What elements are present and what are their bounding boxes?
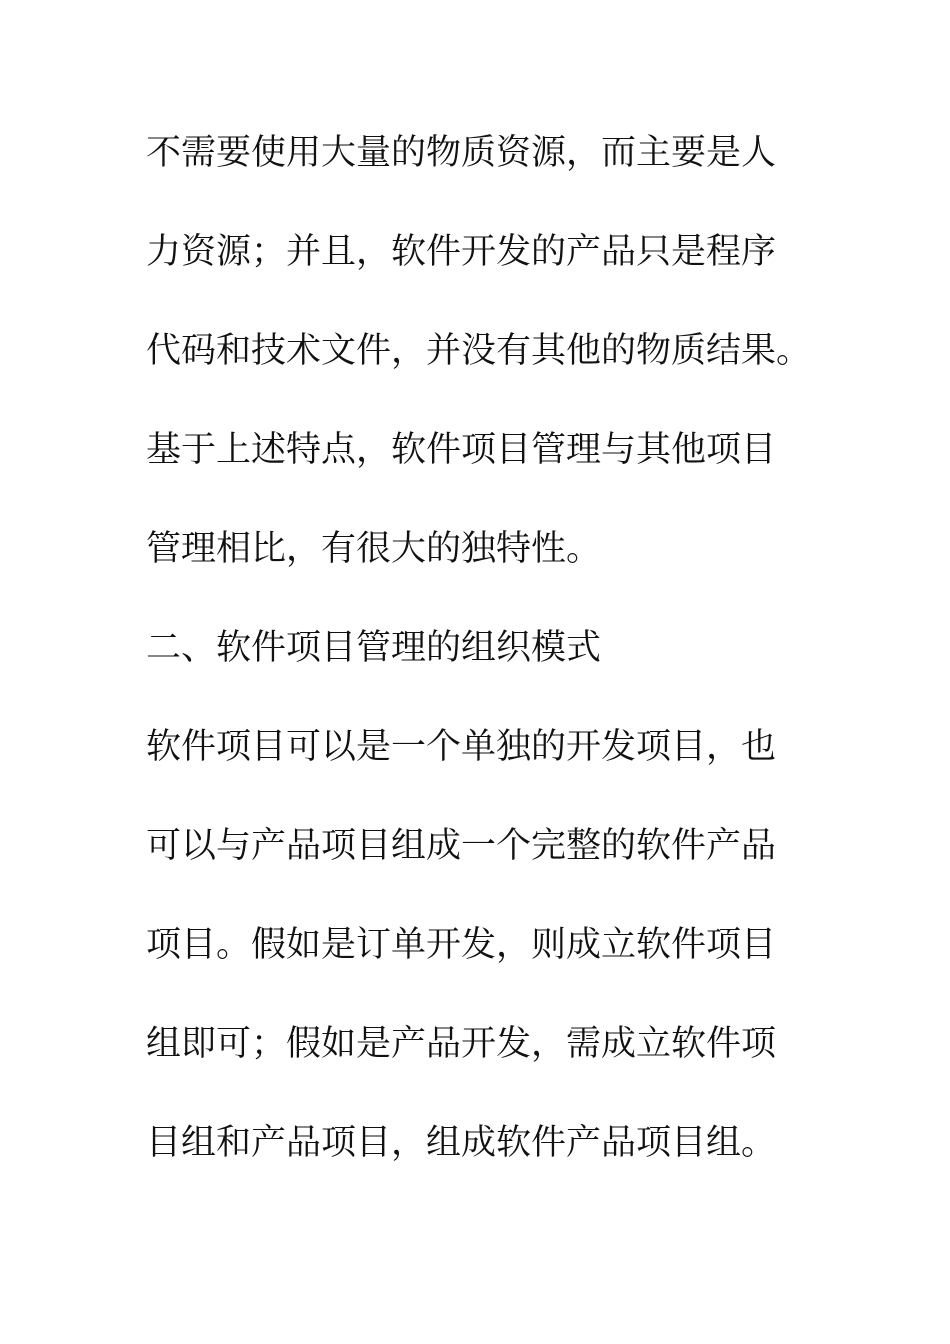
paragraph-line: 管理相比，有很大的独特性。 <box>146 529 602 569</box>
paragraph-line: 不需要使用大量的物质资源，而主要是人 <box>146 133 777 173</box>
paragraph-line: 项目。假如是订单开发，则成立软件项目 <box>146 925 777 965</box>
paragraph-line: 代码和技术文件，并没有其他的物质结果。 <box>146 331 812 371</box>
paragraph-line: 可以与产品项目组成一个完整的软件产品 <box>146 826 777 866</box>
paragraph-line: 目组和产品项目，组成软件产品项目组。 <box>146 1123 777 1163</box>
paragraph-line: 基于上述特点，软件项目管理与其他项目 <box>146 430 777 470</box>
paragraph-line: 力资源；并且，软件开发的产品只是程序 <box>146 232 777 272</box>
paragraph-line: 组即可；假如是产品开发，需成立软件项 <box>146 1024 777 1064</box>
section-heading: 二、软件项目管理的组织模式 <box>146 628 602 668</box>
paragraph-line: 软件项目可以是一个单独的开发项目，也 <box>146 727 777 767</box>
body-text <box>146 125 826 1214</box>
